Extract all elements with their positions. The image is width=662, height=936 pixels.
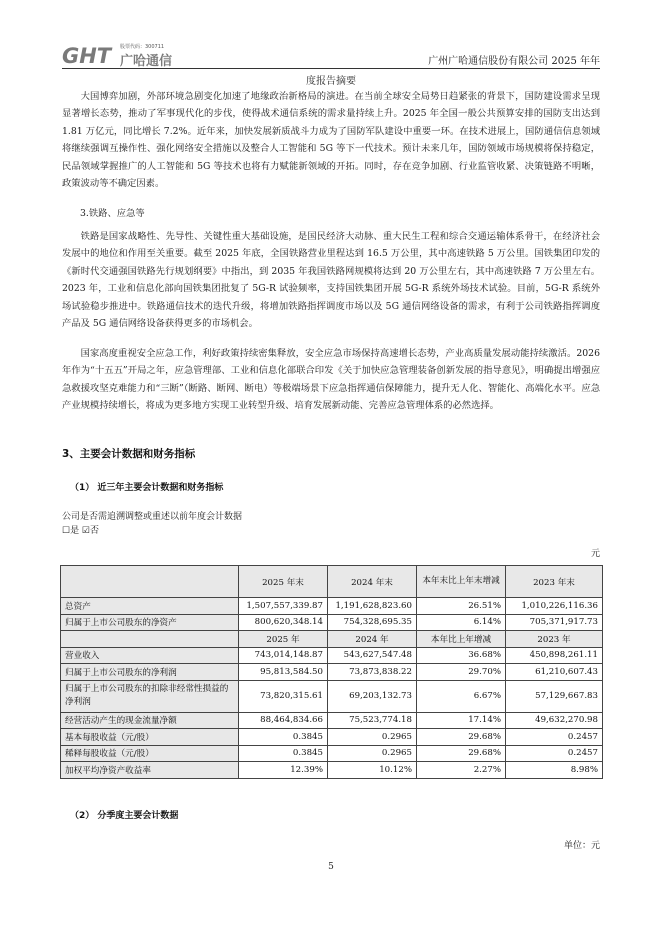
row-label: 总资产 — [61, 598, 239, 615]
table-cell: 1,010,226,116.36 — [506, 598, 603, 615]
logo-chinese-name: 广哈通信 — [120, 54, 173, 69]
row-label: 加权平均净资产收益率 — [61, 762, 239, 779]
unit-label: 单位：元 — [563, 841, 600, 851]
table-cell: 0.3845 — [239, 745, 328, 762]
table-cell: 26.51% — [417, 598, 506, 615]
header-company-title: 广州广哈通信股份有限公司 2025 年年 — [428, 56, 600, 67]
subsection-title-1: （1） 近三年主要会计数据和财务指标 — [70, 483, 224, 493]
table-cell: 29.68% — [417, 729, 506, 746]
table-header-cell: 2024 年 — [328, 631, 417, 648]
table-cell: 0.2965 — [328, 729, 417, 746]
section-title: 3、主要会计数据和财务指标 — [62, 448, 196, 460]
row-label: 营业收入 — [61, 647, 239, 664]
table-cell: 29.70% — [417, 664, 506, 681]
table-cell: 754,328,695.35 — [328, 614, 417, 631]
header-divider — [62, 68, 600, 69]
table-cell: 450,898,261.11 — [506, 647, 603, 664]
table-header-cell: 2025 年末 — [239, 566, 328, 598]
adjust-answer: ☐是 ☑否 — [62, 526, 99, 536]
logo-mark: GHT — [62, 44, 112, 68]
table-cell: 543,627,547.48 — [328, 647, 417, 664]
table-cell: 6.14% — [417, 614, 506, 631]
table-header-cell: 2025 年 — [239, 631, 328, 648]
row-label: 归属于上市公司股东的扣除非经常性损益的净利润 — [61, 680, 239, 712]
adjust-question: 公司是否需追溯调整或重述以前年度会计数据 — [62, 512, 243, 522]
table-cell: 10.12% — [328, 762, 417, 779]
table-cell: 2.27% — [417, 762, 506, 779]
logo-stock-code: 股票代码：300711 — [120, 44, 165, 50]
table-cell: 1,191,628,823.60 — [328, 598, 417, 615]
table-cell: 75,523,774.18 — [328, 712, 417, 729]
table-row — [61, 729, 603, 746]
table-row — [61, 598, 603, 615]
table-row — [61, 647, 603, 664]
table-cell: 61,210,607.43 — [506, 664, 603, 681]
table-cell: 6.67% — [417, 680, 506, 712]
page-number: 5 — [328, 862, 334, 872]
row-label: 基本每股收益（元/股） — [61, 729, 239, 746]
table-header-cell: 本年末比上年末增减 — [417, 566, 506, 598]
table-header-cell: 2023 年 — [506, 631, 603, 648]
table-cell: 1,507,557,339.87 — [239, 598, 328, 615]
table-cell: 73,820,315.61 — [239, 680, 328, 712]
table-cell: 8.98% — [506, 762, 603, 779]
subsection-title-2: （2） 分季度主要会计数据 — [70, 811, 179, 821]
table-cell: 17.14% — [417, 712, 506, 729]
table-header-row — [61, 631, 603, 648]
table-row — [61, 680, 603, 712]
company-logo — [62, 44, 192, 69]
table-cell: 0.2457 — [506, 729, 603, 746]
financial-table — [60, 565, 603, 779]
row-label: 稀释每股收益（元/股） — [61, 745, 239, 762]
table-row — [61, 712, 603, 729]
paragraph-defense: 大国博弈加剧，外部环境急剧变化加速了地缘政治新格局的演进。在当前全球安全局势日趋紧张的背景下，国防建设需求呈现显著增长态势，推动了军事现代化的步伐，使得战术通信系统的需求量持续上升。2025 年全国一般公共预算安排的国防支出达到 1.81 万亿元，同比增长 7.2%。近年来，加快发展新质战斗力成为了国防军队建设中重要一环。在技术进展上，国防通信信息领域将继续强调互操作性、强化网络安全措施以及整合人工智能和 5G 等下一代技术。预计未来几年，国防领域市场规模将保持稳定，民品领域掌握推广的人工智能和 5G 等技术也将有力赋能新领域的开拓。同时，存在竞争加剧、行业监管收紧、决策链路不明晰，政策波动等不确定因素。 — [62, 91, 600, 190]
paragraph-railway: 铁路是国家战略性、先导性、关键性重大基础设施，是国民经济大动脉、重大民生工程和综合交通运输体系骨干，在经济社会发展中的地位和作用至关重要。截至 2025 年底，全国铁路营业里程达到 16.5 万公里，其中高速铁路 5 万公里。国铁集团印发的《新时代交通强国铁路先行规划纲要》中指出，到 2035 年我国铁路网规模将达到 20 万公里左右，其中高速铁路 7 万公里左右。2023 年，工业和信息化部向国铁集团批复了 5G-R 试验频率，支持国铁集团开展 5G-R 系统外场技术试验。目前，5G-R 系统外场试验稳步推进中。铁路通信技术的迭代升级，将增加铁路指挥调度市场以及 5G 通信网络设备的需求，有利于公司铁路指挥调度产品及 5G 通信网络设备获得更多的市场机会。 — [62, 231, 600, 330]
table-cell: 49,632,270.98 — [506, 712, 603, 729]
row-label: 经营活动产生的现金流量净额 — [61, 712, 239, 729]
table-header-cell — [61, 566, 239, 598]
table-cell: 95,813,584.50 — [239, 664, 328, 681]
header-subtitle: 度报告摘要 — [306, 76, 356, 87]
subheading-railway: 3.铁路、应急等 — [80, 208, 145, 219]
table-row — [61, 664, 603, 681]
table-cell: 36.68% — [417, 647, 506, 664]
table-cell: 69,203,132.73 — [328, 680, 417, 712]
row-label: 归属于上市公司股东的净资产 — [61, 614, 239, 631]
table-cell: 0.3845 — [239, 729, 328, 746]
table-header-cell — [61, 631, 239, 648]
table-row — [61, 614, 603, 631]
table-row — [61, 762, 603, 779]
currency-label: 元 — [590, 549, 600, 559]
table-cell: 57,129,667.83 — [506, 680, 603, 712]
table-header-row — [61, 566, 603, 598]
table-cell: 0.2457 — [506, 745, 603, 762]
table-cell: 73,873,838.22 — [328, 664, 417, 681]
table-cell: 705,371,917.73 — [506, 614, 603, 631]
table-cell: 800,620,348.14 — [239, 614, 328, 631]
table-cell: 0.2965 — [328, 745, 417, 762]
table-cell: 88,464,834.66 — [239, 712, 328, 729]
table-header-cell: 2024 年末 — [328, 566, 417, 598]
paragraph-emergency: 国家高度重视安全应急工作，利好政策持续密集释放，安全应急市场保持高速增长态势，产业高质量发展动能持续激活。2026 年作为“十五五”开局之年，应急管理部、工业和信息化部联合印发《关于加快应急管理装备创新发展的指导意见》，明确提出增强应急救援攻坚克难能力和“三断”（断路、断网、断电）等极端场景下应急指挥通信保障能力，提升无人化、智能化、高端化水平。应急产业规模持续增长，将成为更多地方实现工业转型升级、培育发展新动能、完善应急管理体系的必然选择。 — [62, 348, 600, 412]
table-cell: 743,014,148.87 — [239, 647, 328, 664]
table-row — [61, 745, 603, 762]
table-cell: 12.39% — [239, 762, 328, 779]
table-header-cell: 本年比上年增减 — [417, 631, 506, 648]
row-label: 归属于上市公司股东的净利润 — [61, 664, 239, 681]
table-header-cell: 2023 年末 — [506, 566, 603, 598]
table-cell: 29.68% — [417, 745, 506, 762]
